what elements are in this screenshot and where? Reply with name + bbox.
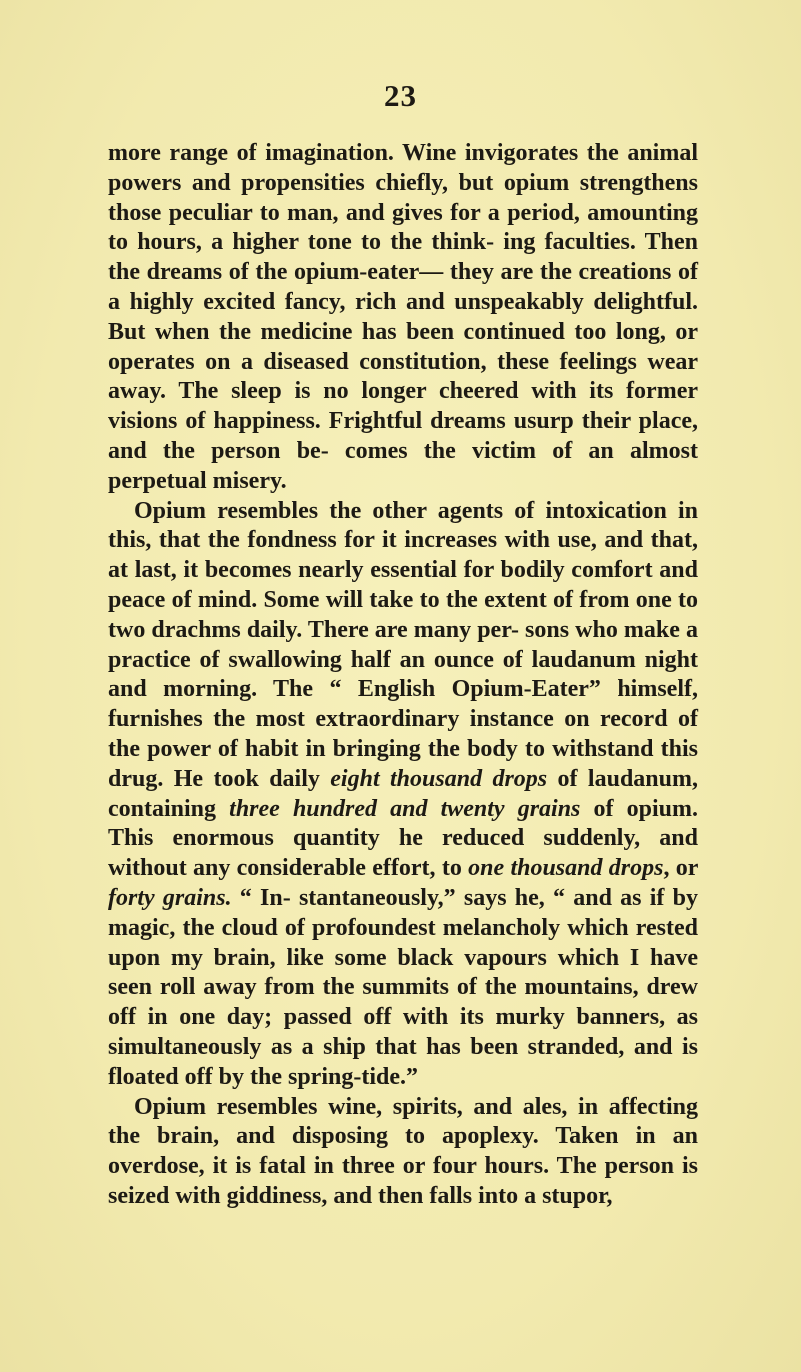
- paragraph-1: [108, 139, 698, 497]
- italic-quantity: three hundred and twenty grains: [229, 795, 581, 822]
- quotation-text: “ In- stantaneously,” says he, “ and as if by magic, the cloud of profoundest melancholy which rested upon my brain, like some black vapours which I have seen roll away from the summits of the mountains, drew off in one day; passed off with its murky banners, as simultaneously as a ship that has been stranded, and is floated off by the spring-tide.”: [108, 884, 698, 1090]
- italic-quantity: one thousand drops: [468, 855, 664, 882]
- paragraph-3: [108, 1093, 698, 1212]
- paragraph-2: [108, 497, 698, 1093]
- paragraph-text: of opium. This enormous quantity he reduced suddenly, and without any considerable effort, to: [108, 795, 698, 882]
- page-number: 23: [384, 78, 417, 113]
- body-text: [108, 139, 698, 1212]
- paragraph-text: Opium resembles the other agents of intoxication in this, that the fondness for it increases with use, and that, at last, it becomes nearly essential for bodily comfort and peace of mind. Some will take to the extent of from one to two drachms daily. There are many per- sons who make a practice of swallowing half an ounce of laudanum night and morning. The: [108, 497, 698, 703]
- italic-quantity: eight thousand drops: [330, 765, 548, 792]
- italic-quantity: forty grains.: [108, 884, 232, 911]
- paragraph-text: , or: [663, 855, 699, 882]
- book-title-quote: “ English Opium-Eater”: [329, 676, 601, 703]
- paragraph-text: Opium resembles wine, spirits, and ales, in affecting the brain, and disposing to apoplexy. Taken in an overdose, it is fatal in three or four hours. The person is seized with giddiness, and then falls into a stupor,: [108, 1093, 698, 1209]
- paragraph-text: more range of imagination. Wine invigorates the animal powers and propensities chiefly, but opium strengthens those peculiar to man, and gives for a period, amounting to hours, a higher tone to the think- ing faculties. Then the dreams of the opium-eater— they are the creations of a highly excited fancy, rich and unspeakably delightful. But when the medicine has been continued too long, or operates on a diseased constitution, these feelings wear away. The sleep is no longer cheered with its former visions of happiness. Frightful dreams usurp their place, and the person be- comes the victim of an almost perpetual misery.: [108, 140, 698, 494]
- paragraph-text: of laudanum, containing: [108, 765, 698, 822]
- paragraph-text: himself, furnishes the most extraordinary instance on record of the power of habit in bringing the body to withstand this drug. He took daily: [108, 676, 698, 792]
